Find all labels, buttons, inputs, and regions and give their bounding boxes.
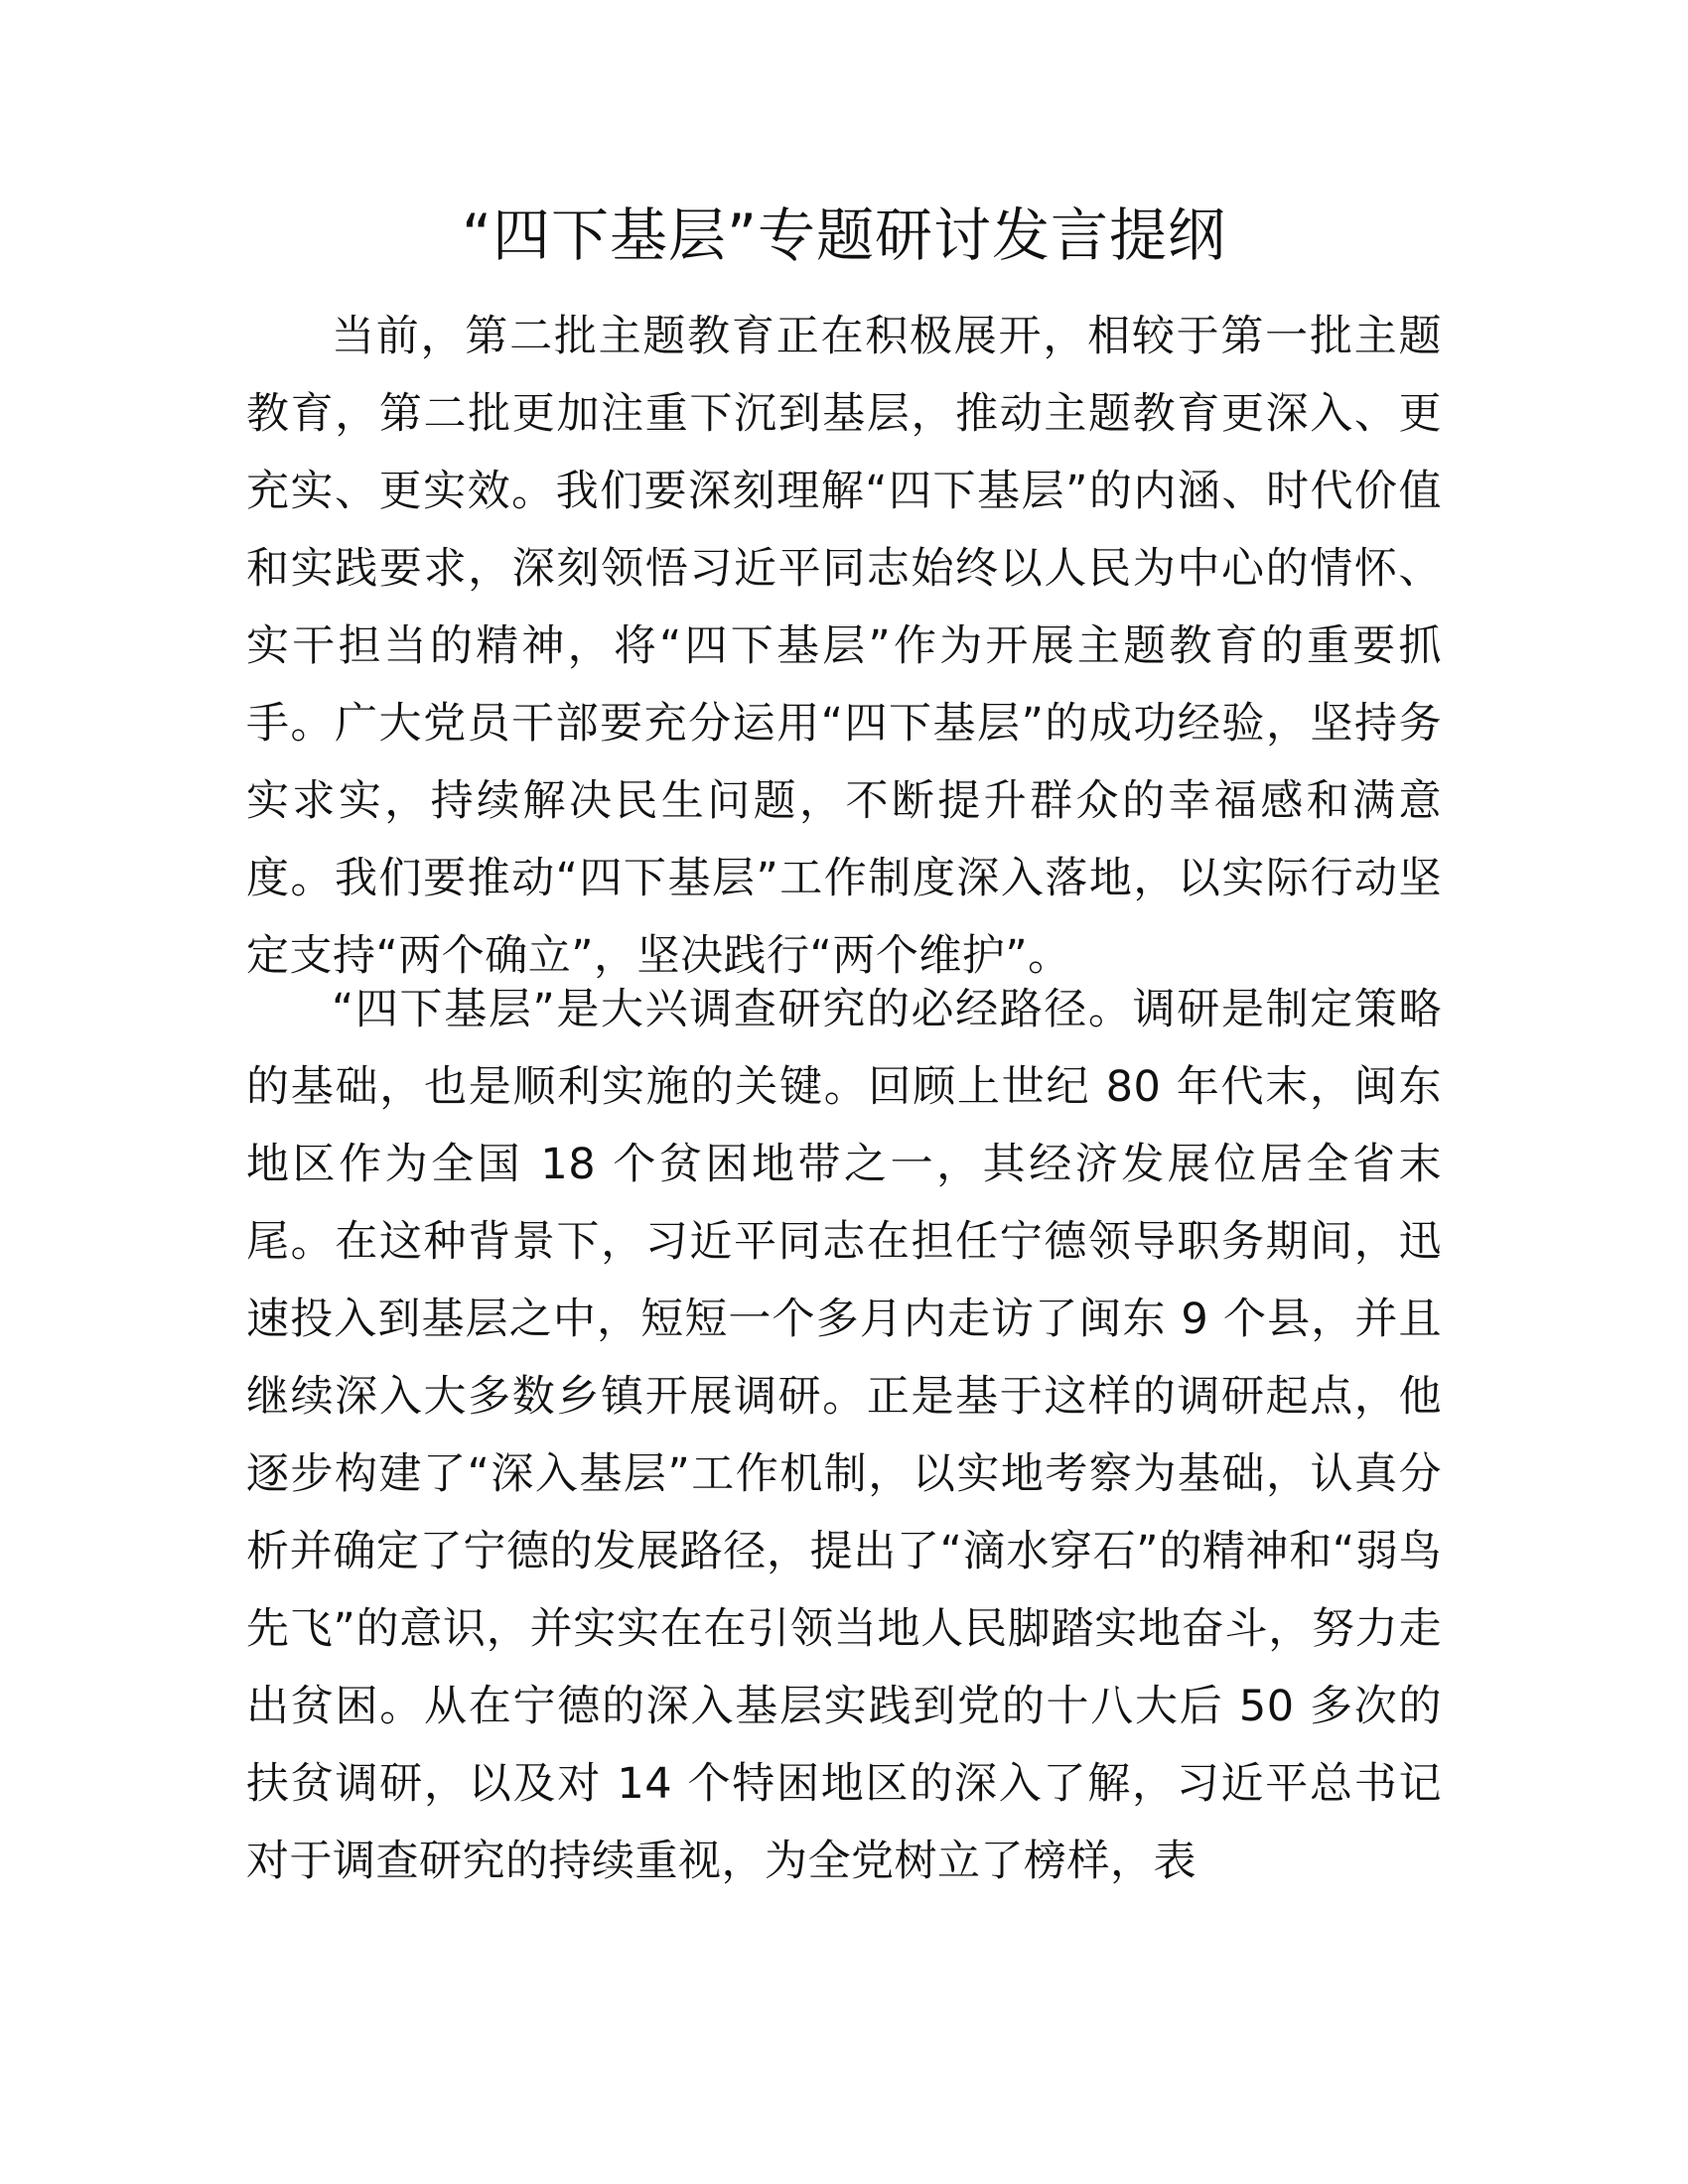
paragraph-intro: 当前，第二批主题教育正在积极展开，相较于第一批主题教育，第二批更加注重下沉到基层，推动主题教育更深入、更充实、更实效。我们要深刻理解“四下基层”的内涵、时代价值和实践要求，深刻领悟习近平同志始终以人民为中心的情怀、实干担当的精神，将“四下基层”作为开展主题教育的重要抓手。广大党员干部要充分运用“四下基层”的成功经验，坚持务实求实，持续解决民生问题，不断提升群众的幸福感和满意度。我们要推动“四下基层”工作制度深入落地，以实际行动坚定支持“两个确立”，坚决践行“两个维护”。 [246, 312, 1442, 981]
document-title: “四下基层”专题研讨发言提纲 [461, 202, 1227, 269]
paragraph-research-path: “四下基层”是大兴调查研究的必经路径。调研是制定策略的基础，也是顺利实施的关键。回顾上世纪 80 年代末，闽东地区作为全国 18 个贫困地带之一，其经济发展位居全省末尾。在这种背景下，习近平同志在担任宁德领导职务期间，迅速投入到基层之中，短短一个多月内走访了闽东 9 个县，并且继续深入大多数乡镇开展调研。正是基于这样的调研起点，他逐步构建了“深入基层”工作机制，以实地考察为基础，认真分析并确定了宁德的发展路径，提出了“滴水穿石”的精神和“弱鸟先飞”的意识，并实实在在引领当地人民脚踏实地奋斗，努力走出贫困。从在宁德的深入基层实践到党的十八大后 50 多次的扶贫调研，以及对 14 个特困地区的深入了解，习近平总书记对于调查研究的持续重视，为全党树立了榜样，表 [246, 985, 1442, 1886]
